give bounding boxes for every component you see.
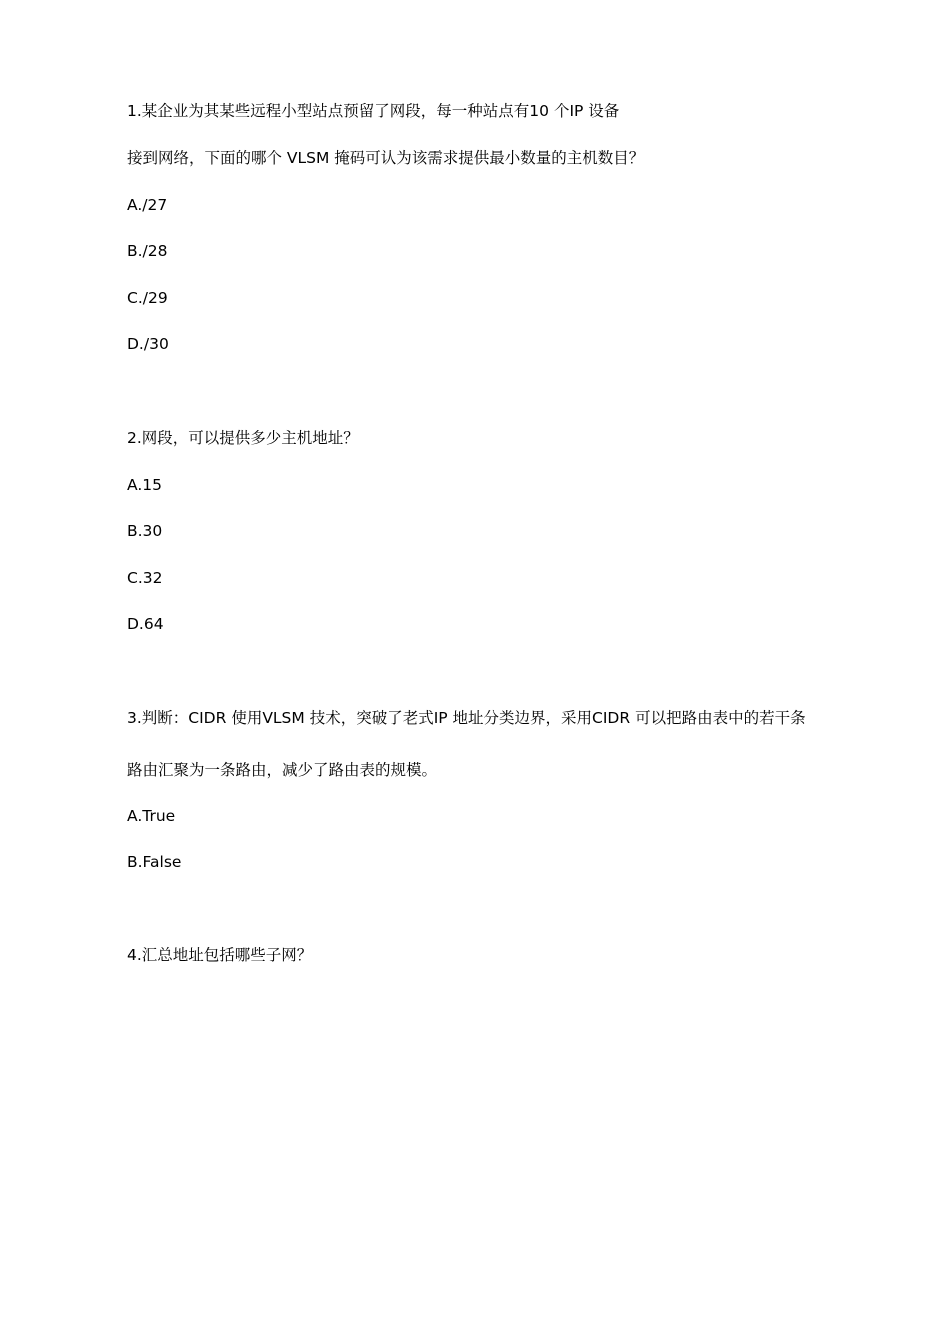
- question-2-option-c: C.32: [127, 569, 163, 587]
- question-1-stem-line-1: 1.某企业为其某些远程小型站点预留了网段，每一种站点有10 个IP 设备: [127, 102, 620, 120]
- question-1-option-b: B./28: [127, 242, 168, 260]
- question-1-option-d: D./30: [127, 335, 169, 353]
- question-4-stem-line-1: 4.汇总地址包括哪些子网？: [127, 946, 313, 964]
- question-2-option-d: D.64: [127, 615, 164, 633]
- question-2-option-a: A.15: [127, 476, 162, 494]
- question-3-stem-line-2: 路由汇聚为一条路由，减少了路由表的规模。: [127, 761, 438, 779]
- question-1-option-a: A./27: [127, 196, 168, 214]
- question-2-stem-line-1: 2.网段，可以提供多少主机地址？: [127, 429, 359, 447]
- question-2-option-b: B.30: [127, 522, 163, 540]
- question-3-option-b: B.False: [127, 853, 182, 871]
- question-1-stem-line-2: 接到网络，下面的哪个 VLSM 掩码可认为该需求提供最小数量的主机数目？: [127, 149, 645, 167]
- question-3-option-a: A.True: [127, 807, 176, 825]
- question-3-stem-line-1: 3.判断：CIDR 使用VLSM 技术，突破了老式IP 地址分类边界，采用CIDR 可以把路由表中的若干条: [127, 709, 806, 727]
- question-1-option-c: C./29: [127, 289, 168, 307]
